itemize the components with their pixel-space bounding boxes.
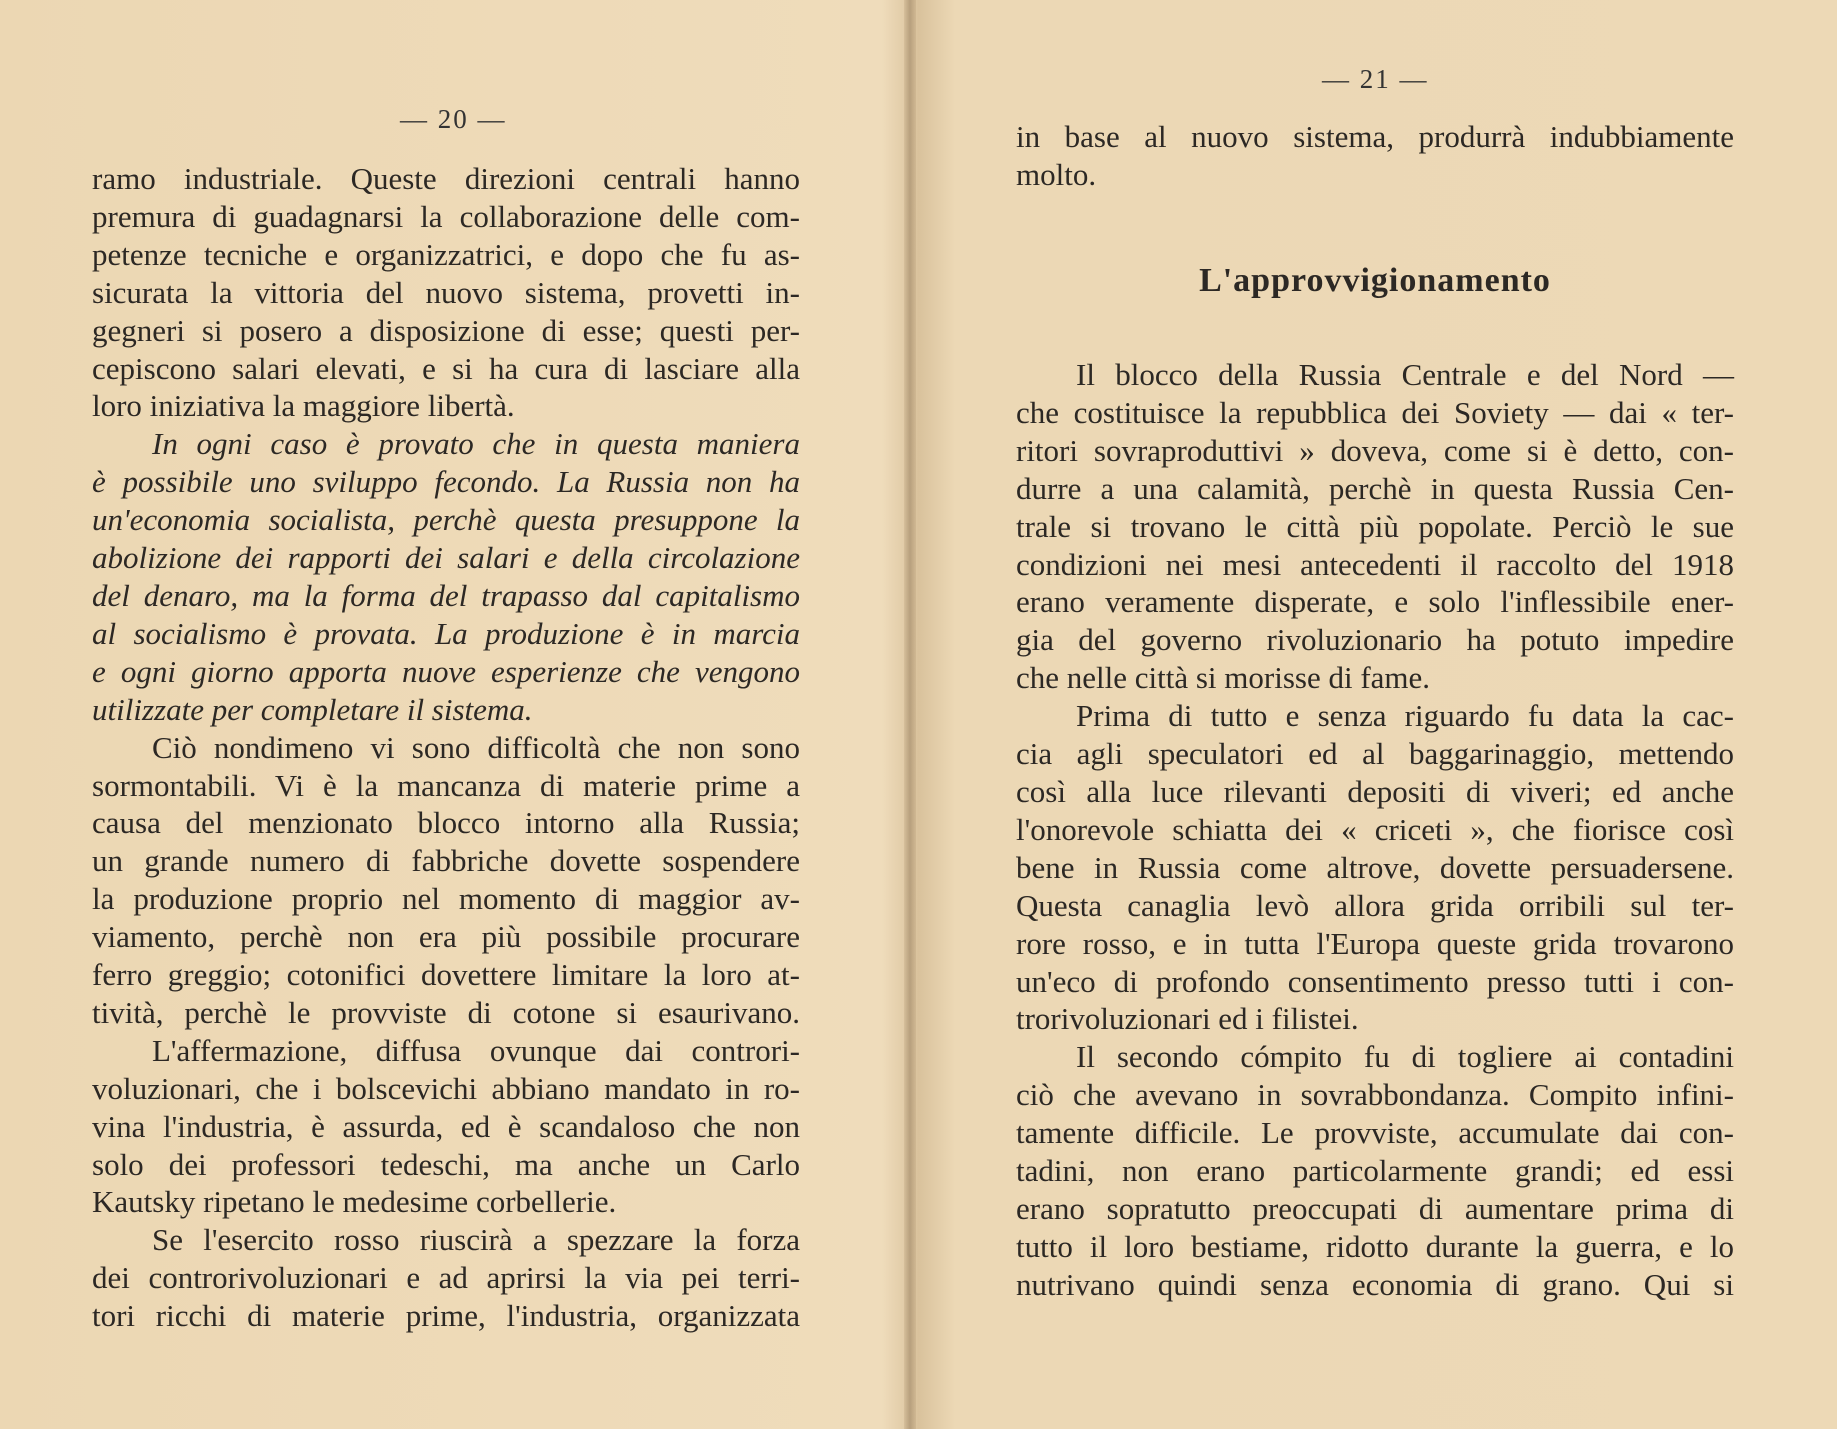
text-line: molto.	[1016, 156, 1097, 192]
text-line: Questa canaglia levò allora grida orribili sul ter-	[1016, 887, 1734, 923]
text-line: gegneri si posero a disposizione di esse; questi per-	[92, 312, 800, 348]
text-line: al socialismo è provata. La produzione è in marcia	[92, 615, 800, 651]
text-line: un'eco di profondo consentimento presso tutti i con-	[1016, 963, 1734, 999]
text-line: del denaro, ma la forma del trapasso dal capitalismo	[92, 577, 800, 613]
text-line: gia del governo rivoluzionario ha potuto impedire	[1016, 622, 1734, 658]
text-line: cia agli speculatori ed al baggarinaggio, mettendo	[1016, 736, 1734, 772]
left-page-text	[92, 160, 800, 1335]
page-number-right: — 21 —	[1322, 64, 1429, 94]
text-line: Ciò nondimeno vi sono difficoltà che non sono	[152, 729, 800, 765]
right-page	[912, 0, 1837, 1429]
text-line: che nelle città si morisse di fame.	[1016, 660, 1431, 696]
text-line: viamento, perchè non era più possibile procurare	[92, 919, 800, 955]
text-line: ritori sovraproduttivi » doveva, come si è detto, con-	[1016, 432, 1734, 468]
text-line: In ogni caso è provato che in questa maniera	[152, 426, 800, 462]
text-line: loro iniziativa la maggiore libertà.	[92, 388, 515, 424]
text-line: sicurata la vittoria del nuovo sistema, provetti in-	[92, 274, 800, 310]
text-line: tadini, non erano particolarmente grandi; ed essi	[1016, 1153, 1734, 1189]
text-line: così alla luce rilevanti depositi di viveri; ed anche	[1016, 773, 1734, 809]
text-line: è possibile uno sviluppo fecondo. La Russia non ha	[92, 464, 800, 500]
text-line: Se l'esercito rosso riuscirà a spezzare la forza	[152, 1222, 800, 1258]
text-line: cepiscono salari elevati, e si ha cura di lasciare alla	[92, 350, 800, 386]
text-line: voluzionari, che i bolscevichi abbiano mandato in ro-	[92, 1070, 800, 1106]
right-page-carryover	[1016, 118, 1734, 194]
text-line: rore rosso, e in tutta l'Europa queste grida trovarono	[1016, 925, 1734, 961]
text-line: e ogni giorno apporta nuove esperienze che vengono	[92, 653, 800, 689]
text-line: solo dei professori tedeschi, ma anche un Carlo	[92, 1146, 800, 1182]
text-line: ciò che avevano in sovrabbondanza. Compito infini-	[1016, 1077, 1734, 1113]
text-line: petenze tecniche e organizzatrici, e dopo che fu as-	[92, 236, 800, 272]
text-line: vina l'industria, è assurda, ed è scandaloso che non	[92, 1108, 800, 1144]
text-line: in base al nuovo sistema, produrrà indubbiamente	[1016, 119, 1734, 154]
text-line: Kautsky ripetano le medesime corbellerie.	[92, 1184, 617, 1220]
text-line: Il secondo cómpito fu di togliere ai contadini	[1076, 1039, 1734, 1075]
left-page	[0, 0, 908, 1429]
text-line: un'economia socialista, perchè questa presuppone la	[92, 502, 800, 538]
right-page-text	[1016, 356, 1734, 1304]
text-line: sormontabili. Vi è la mancanza di materie prime a	[92, 767, 800, 803]
text-line: Il blocco della Russia Centrale e del Nord —	[1076, 357, 1734, 392]
text-line: nutrivano quindi senza economia di grano. Qui si	[1016, 1266, 1734, 1302]
text-line: tutto il loro bestiame, ridotto durante la guerra, e lo	[1016, 1228, 1734, 1264]
text-line: bene in Russia come altrove, dovette persuadersene.	[1016, 849, 1734, 885]
text-line: dei controrivoluzionari e ad aprirsi la via pei terri-	[92, 1260, 800, 1296]
text-line: erano veramente disperate, e solo l'inflessibile ener-	[1016, 584, 1734, 620]
section-heading: L'approvvigionamento	[1199, 262, 1551, 299]
text-line: tori ricchi di materie prime, l'industria, organizzata	[92, 1298, 800, 1334]
text-line: che costituisce la repubblica dei Soviety — dai « ter-	[1016, 394, 1734, 430]
text-line: la produzione proprio nel momento di maggior av-	[92, 881, 800, 917]
text-line: trale si trovano le città più popolate. Perciò le sue	[1016, 508, 1734, 544]
text-line: ramo industriale. Queste direzioni centrali hanno	[92, 161, 800, 196]
text-line: l'onorevole schiatta dei « criceti », che fiorisce così	[1016, 811, 1734, 847]
text-line: tamente difficile. Le provviste, accumulate dai con-	[1016, 1115, 1734, 1151]
text-line: abolizione dei rapporti dei salari e della circolazione	[92, 540, 800, 576]
text-line: erano sopratutto preoccupati di aumentare prima di	[1016, 1190, 1734, 1226]
text-line: Prima di tutto e senza riguardo fu data la cac-	[1076, 698, 1734, 734]
page-number-left: — 20 —	[400, 104, 507, 134]
text-line: tività, perchè le provviste di cotone si esaurivano.	[92, 994, 800, 1030]
text-line: causa del menzionato blocco intorno alla Russia;	[92, 805, 800, 841]
text-line: ferro greggio; cotonifici dovettere limitare la loro at-	[92, 957, 800, 993]
text-line: utilizzate per completare il sistema.	[92, 691, 533, 727]
text-line: condizioni nei mesi antecedenti il raccolto del 1918	[1016, 546, 1734, 582]
text-line: premura di guadagnarsi la collaborazione delle com-	[92, 198, 800, 234]
text-line: trorivoluzionari ed i filistei.	[1016, 1001, 1359, 1037]
text-line: L'affermazione, diffusa ovunque dai controri-	[152, 1032, 800, 1068]
text-line: un grande numero di fabbriche dovette sospendere	[92, 843, 800, 879]
text-line: durre a una calamità, perchè in questa Russia Cen-	[1016, 470, 1734, 506]
